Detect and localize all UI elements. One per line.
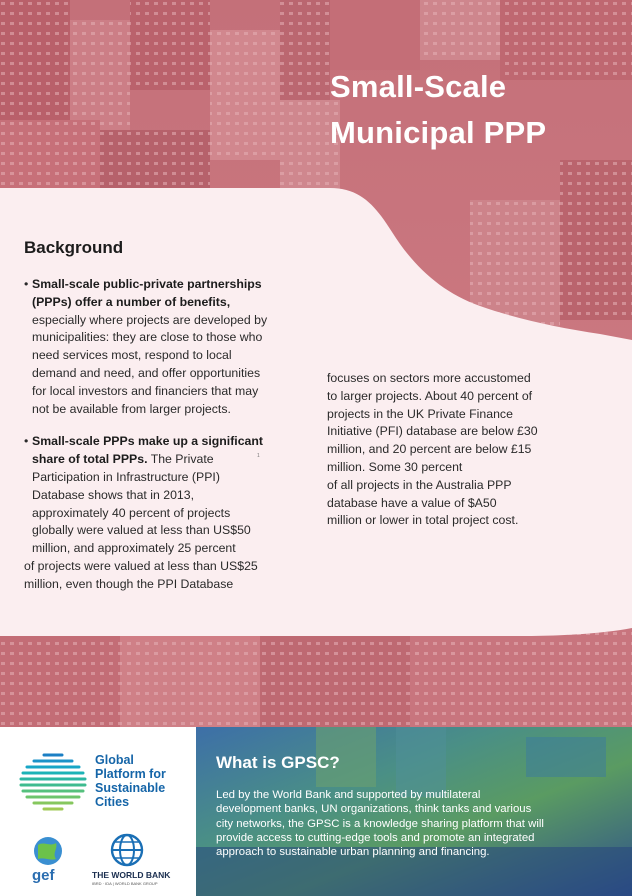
text-line: database have a value of $A50 [327, 495, 497, 510]
text-line: municipalities: they are close to those who [32, 330, 263, 345]
background-heading: Background [24, 238, 124, 257]
gpsc-name-line: Global [95, 753, 134, 767]
text-line: of projects were valued at less than US$25 [24, 558, 258, 573]
gpsc-globe-logo-icon [18, 751, 88, 813]
world-bank-subtitle: IBRD · IDA | WORLD BANK GROUP [92, 881, 158, 886]
footer [0, 727, 632, 896]
text-line: globally were valued at less than US$50 [32, 523, 251, 538]
bullet-benefits [24, 276, 324, 418]
text-line: million or lower in total project cost. [327, 513, 519, 528]
bullet-lead: Small-scale PPPs make up a significant [32, 434, 264, 449]
description-line: Led by the World Bank and supported by multilateral [216, 789, 481, 801]
text-line: million. Some 30 percent [327, 459, 463, 474]
gpsc-info-panel [196, 727, 632, 896]
gpsc-name-line: Sustainable [95, 781, 166, 795]
text-line: million, and approximately 25 percent [32, 541, 236, 556]
text-line: projects in the UK Private Finance [327, 406, 513, 421]
text-column-left [24, 276, 324, 609]
text-line: million, and 20 percent are below £15 [327, 442, 532, 457]
page-title [330, 64, 630, 156]
text-line: approximately 40 percent of projects [32, 505, 231, 520]
description-line: approach to sustainable urban planning and financing. [216, 846, 490, 859]
bullet-share [24, 433, 324, 593]
bullet-symbol: • [24, 434, 29, 449]
text-line: million, even though the PPI Database [24, 576, 234, 591]
gpsc-heading: What is GPSC? [216, 753, 340, 772]
text-column-right [327, 370, 617, 530]
text-line: for local investors and financiers that may [32, 383, 259, 398]
text-line: of all projects in the Australia PPP [327, 477, 512, 492]
text-line: need services most, respond to local [32, 348, 232, 363]
description-line: provide access to cutting-edge tools and promote an integrated [216, 831, 535, 844]
text-line: demand and need, and offer opportunities [32, 365, 261, 380]
description-line: development banks, UN organizations, think tanks and various [216, 803, 532, 816]
title-line-2: Municipal PPP [330, 115, 547, 150]
text-line: Initiative (PFI) database are below £30 [327, 424, 538, 439]
world-bank-globe-icon [110, 833, 144, 867]
gpsc-name [95, 753, 166, 809]
gpsc-description [216, 788, 626, 859]
world-bank-label: THE WORLD BANK [92, 870, 171, 880]
text-line: especially where projects are developed by [32, 312, 268, 327]
gpsc-name-line: Platform for [95, 767, 166, 781]
title-line-1: Small-Scale [330, 69, 507, 104]
text-span: The Private [147, 452, 214, 467]
description-line: city networks, the GPSC is a knowledge sharing platform that will [216, 817, 544, 830]
text-line: Database shows that in 2013, [32, 487, 195, 502]
footnote-mark: 1 [257, 453, 260, 459]
gpsc-name-line: Cities [95, 795, 130, 809]
gef-label: gef [32, 867, 55, 884]
bullet-symbol: • [24, 277, 29, 291]
text-line: Participation in Infrastructure (PPI) [32, 469, 220, 484]
text-line: focuses on sectors more accustomed [327, 371, 531, 385]
bullet-lead: (PPPs) offer a number of benefits, [32, 294, 231, 309]
footer-logos [0, 727, 196, 896]
text-line: to larger projects. About 40 percent of [327, 388, 533, 403]
text-line: not be available from larger projects. [32, 401, 231, 416]
bullet-lead: share of total PPPs. [32, 452, 148, 467]
bullet-lead: Small-scale public-private partnerships [32, 277, 262, 291]
text-line [32, 451, 324, 469]
